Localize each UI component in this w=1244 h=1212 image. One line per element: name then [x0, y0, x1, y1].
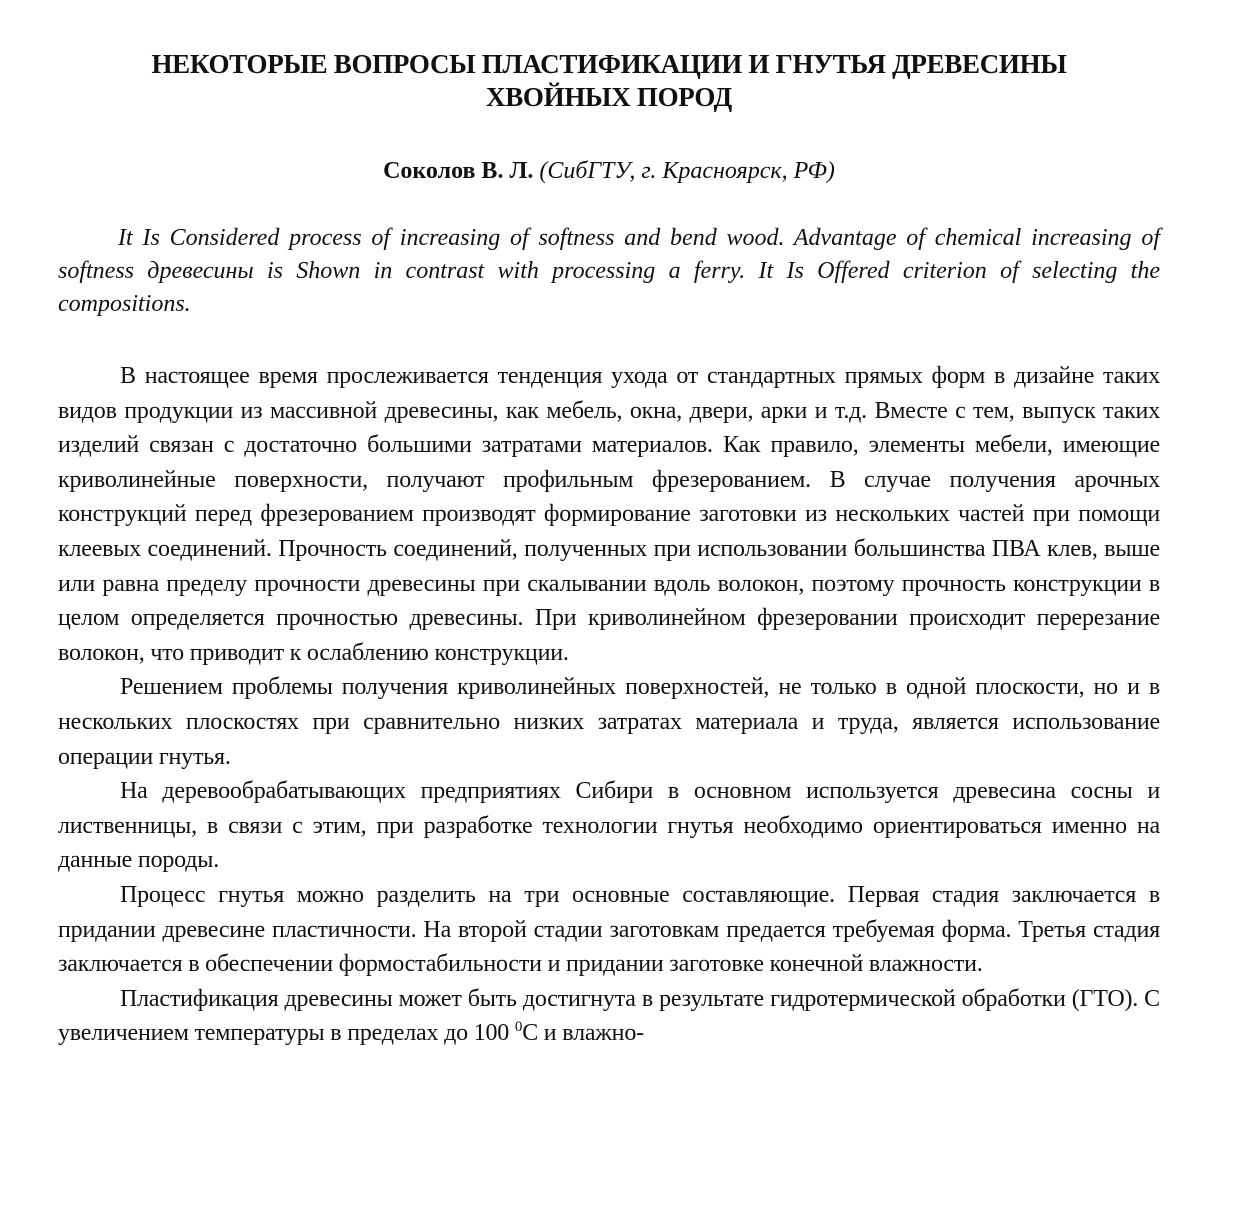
byline: [58, 156, 1160, 186]
paragraph-last-tail: С и влажно-: [522, 1020, 644, 1047]
author-name: Соколов В. Л.: [383, 158, 534, 184]
author-affiliation: (СибГТУ, г. Красноярск, РФ): [539, 158, 835, 184]
abstract: It Is Considered process of increasing of softness and bend wood. Advantage of chemical increasing of softness древесины is Shown in contrast with processing a ferry. It Is Offered criterion of selecting the compositions.: [58, 225, 1160, 317]
body-text: [58, 359, 1160, 1051]
paragraph: Решением проблемы получения криволинейных поверхностей, не только в одной плоскости, но и в нескольких плоскостях при сравнительно низких затратах материала и труда, является использование операции гнутья.: [58, 674, 1160, 770]
paper-title: [58, 48, 1160, 114]
page: [58, 48, 1160, 1051]
paragraph: В настоящее время прослеживается тенденция ухода от стандартных прямых форм в дизайне таких видов продукции из массивной древесины, как мебель, окна, двери, арки и т.д. Вместе с тем, выпуск таких изделий связан с достаточно большими затратами материалов. Как правило, элементы мебели, имеющие криволинейные поверхности, получают профильным фрезерованием. В случае получения арочных конструкций перед фрезерованием производят формирование заготовки из нескольких частей при помощи клеевых соединений. Прочность соединений, полученных при использовании большинства ПВА клев, выше или равна пределу прочности древесины при скалывании вдоль волокон, поэтому прочность конструкции в целом определяется прочностью древесины. При криволинейном фрезеровании происходит перерезание волокон, что приводит к ослаблению конструкции.: [58, 363, 1160, 666]
paragraph: На деревообрабатывающих предприятиях Сибири в основном используется древесина сосны и лиственницы, в связи с этим, при разработке технологии гнутья необходимо ориентироваться именно на данные породы.: [58, 778, 1160, 874]
paper-title-line-1: НЕКОТОРЫЕ ВОПРОСЫ ПЛАСТИФИКАЦИИ И ГНУТЬЯ ДРЕВЕСИНЫ: [151, 49, 1067, 79]
paper-title-line-2: ХВОЙНЫХ ПОРОД: [486, 82, 732, 112]
degree-superscript: 0: [514, 1019, 523, 1036]
paragraph-last-text: Пластификация древесины может быть достигнута в результате гидротермической обработки (ГТО). С увеличением температуры в пределах до 100: [58, 985, 1160, 1047]
paragraph: Процесс гнутья можно разделить на три основные составляющие. Первая стадия заключается в придании древесине пластичности. На второй стадии заготовкам предается требуемая форма. Третья стадия заключается в обеспечении формостабильности и придании заготовке конечной влажности.: [58, 881, 1160, 978]
paragraph-last: [58, 982, 1160, 1051]
